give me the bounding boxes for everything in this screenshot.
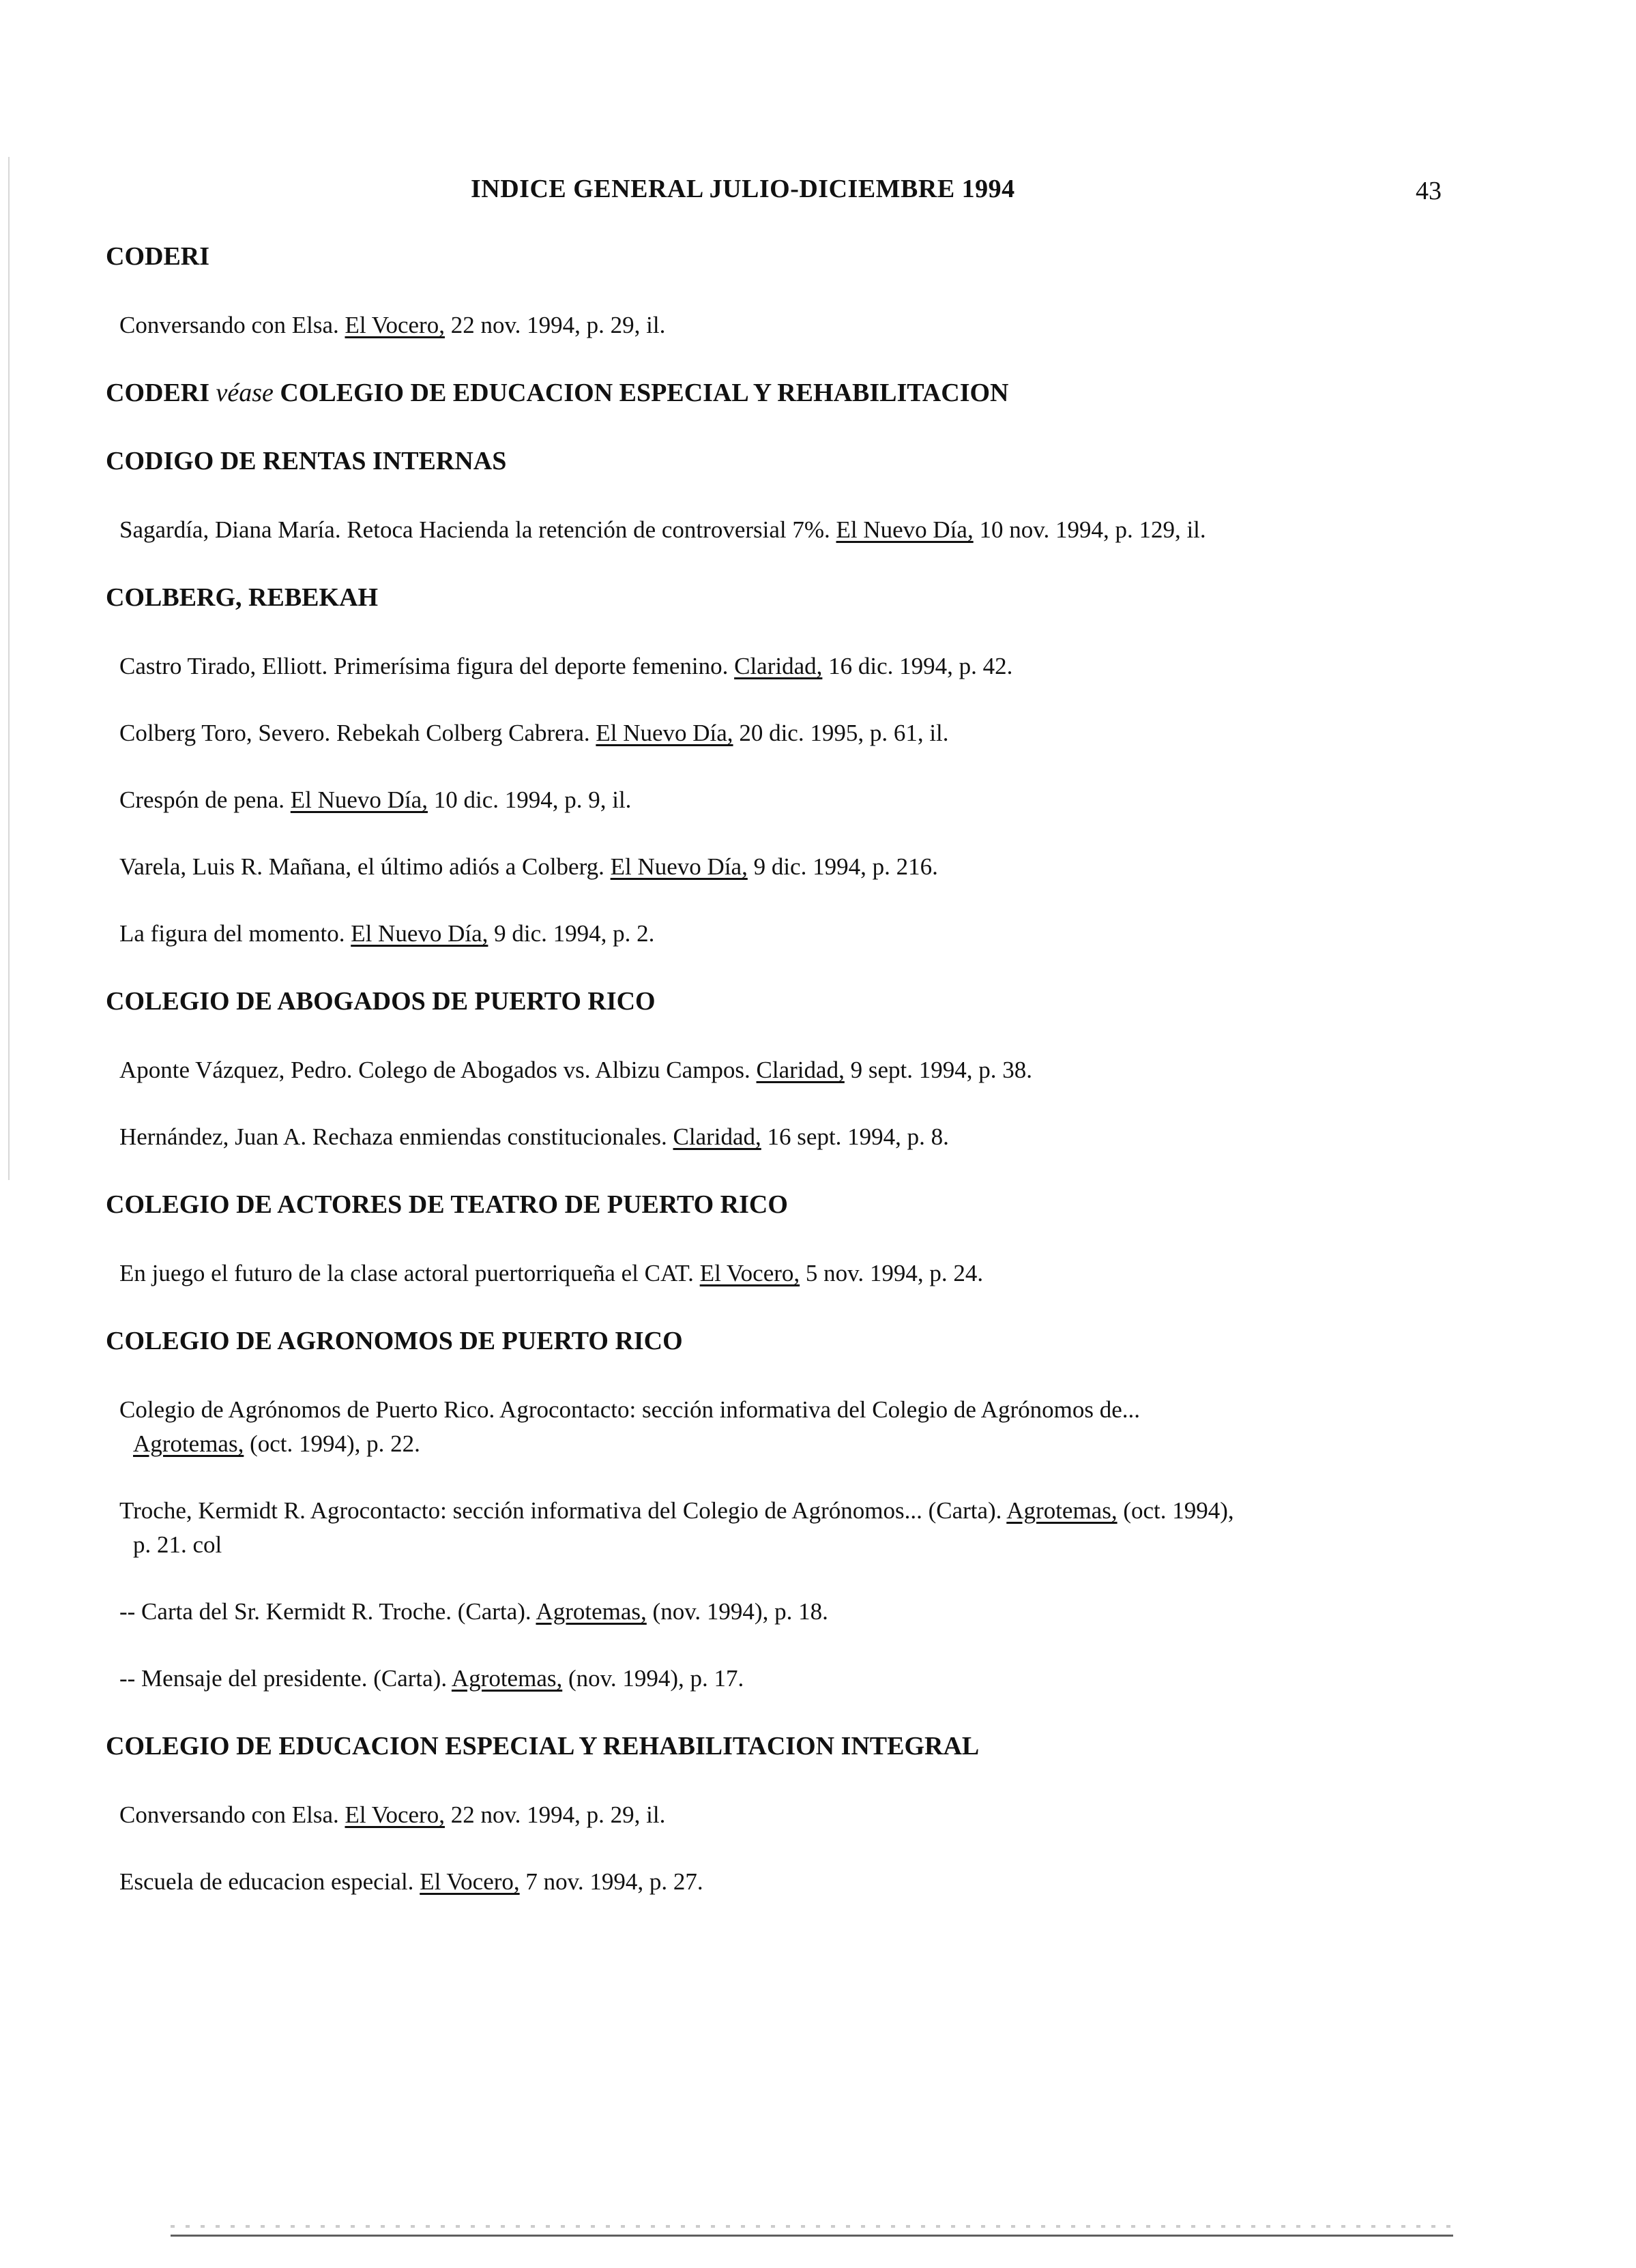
index-entry: [119, 649, 1470, 683]
cross-reference-target: COLEGIO DE EDUCACION ESPECIAL Y REHABILITACION: [280, 379, 1009, 407]
entry-source: Claridad,: [756, 1057, 845, 1083]
entry-text: Varela, Luis R. Mañana, el último adiós a Colberg.: [119, 853, 604, 880]
entry-source: Claridad,: [673, 1123, 761, 1150]
entry-text: En juego el futuro de la clase actoral puertorriqueña el CAT.: [119, 1260, 694, 1286]
index-entry: [119, 783, 1470, 817]
see-word: véase: [216, 379, 274, 407]
entry-text: Troche, Kermidt R. Agrocontacto: sección informativa del Colegio de Agrónomos... (Carta).: [119, 1497, 1002, 1524]
index-entry: [119, 1798, 1470, 1832]
index-heading: COLEGIO DE AGRONOMOS DE PUERTO RICO: [106, 1327, 683, 1355]
entry-details: 16 dic. 1994, p. 42.: [828, 653, 1013, 679]
index-entry: [119, 1120, 1470, 1154]
entry-source: El Nuevo Día,: [836, 516, 974, 543]
entry-details: 20 dic. 1995, p. 61, il.: [739, 720, 949, 746]
entry-source: El Nuevo Día,: [596, 720, 733, 746]
index-entry: [119, 716, 1470, 750]
entry-text: Castro Tirado, Elliott. Primerísima figura del deporte femenino.: [119, 653, 729, 679]
index-content: [106, 239, 1470, 1899]
entry-source: El Vocero,: [699, 1260, 800, 1286]
entry-text: Conversando con Elsa.: [119, 1801, 339, 1828]
entry-continuation: p. 21. col: [133, 1531, 222, 1558]
entry-text: Escuela de educacion especial.: [119, 1868, 414, 1895]
scan-edge-line: [8, 157, 10, 1180]
page-title: INDICE GENERAL JULIO-DICIEMBRE 1994: [471, 175, 1015, 203]
index-entry: [119, 1393, 1470, 1461]
index-heading: COLEGIO DE ABOGADOS DE PUERTO RICO: [106, 987, 656, 1016]
index-heading: COLEGIO DE EDUCACION ESPECIAL Y REHABILITACION INTEGRAL: [106, 1732, 980, 1761]
index-heading: CODIGO DE RENTAS INTERNAS: [106, 447, 507, 475]
entry-source: Claridad,: [734, 653, 823, 679]
cross-reference-term: CODERI: [106, 379, 210, 407]
entry-source: El Vocero,: [345, 312, 445, 338]
cross-reference-heading: [106, 375, 1470, 411]
index-entry: [119, 308, 1470, 342]
page-number: 43: [1416, 177, 1442, 205]
entry-source: El Vocero,: [345, 1801, 445, 1828]
entry-source: Agrotemas,: [536, 1598, 647, 1625]
scan-artifact-dots: [171, 2225, 1453, 2228]
entry-text: -- Mensaje del presidente. (Carta).: [119, 1665, 448, 1692]
entry-text: Conversando con Elsa.: [119, 312, 339, 338]
scan-edge-line-bottom: [171, 2235, 1453, 2237]
entry-details: 10 nov. 1994, p. 129, il.: [979, 516, 1206, 543]
entry-text: Aponte Vázquez, Pedro. Colego de Abogados vs. Albizu Campos.: [119, 1057, 750, 1083]
index-entry: [119, 1256, 1470, 1291]
entry-details: 22 nov. 1994, p. 29, il.: [450, 1801, 666, 1828]
entry-details: 9 dic. 1994, p. 216.: [753, 853, 938, 880]
entry-source: El Nuevo Día,: [351, 920, 488, 947]
entry-details: 7 nov. 1994, p. 27.: [525, 1868, 703, 1895]
entry-text: Hernández, Juan A. Rechaza enmiendas constitucionales.: [119, 1123, 667, 1150]
index-heading: COLBERG, REBEKAH: [106, 583, 379, 612]
entry-text: Colegio de Agrónomos de Puerto Rico. Agrocontacto: sección informativa del Colegio de Agrónomos de...: [119, 1396, 1140, 1423]
index-entry: [119, 850, 1470, 884]
entry-details: 5 nov. 1994, p. 24.: [805, 1260, 984, 1286]
entry-text: La figura del momento.: [119, 920, 345, 947]
entry-source: Agrotemas,: [1006, 1497, 1118, 1524]
entry-details: (oct. 1994),: [1123, 1497, 1234, 1524]
index-entry: [119, 1053, 1470, 1087]
entry-source: El Nuevo Día,: [610, 853, 748, 880]
index-heading: COLEGIO DE ACTORES DE TEATRO DE PUERTO RICO: [106, 1190, 788, 1219]
index-entry: [119, 1662, 1470, 1696]
entry-text: Colberg Toro, Severo. Rebekah Colberg Cabrera.: [119, 720, 590, 746]
entry-text: Sagardía, Diana María. Retoca Hacienda la retención de controversial 7%.: [119, 516, 830, 543]
index-entry: [119, 1865, 1470, 1899]
entry-details: (nov. 1994), p. 17.: [568, 1665, 744, 1692]
entry-details: (nov. 1994), p. 18.: [652, 1598, 828, 1625]
entry-text: -- Carta del Sr. Kermidt R. Troche. (Carta).: [119, 1598, 531, 1625]
entry-details: 16 sept. 1994, p. 8.: [767, 1123, 949, 1150]
index-entry: [119, 513, 1470, 547]
index-entry: [119, 917, 1470, 951]
entry-source: Agrotemas,: [133, 1430, 244, 1457]
entry-details: 10 dic. 1994, p. 9, il.: [433, 786, 632, 813]
entry-source: El Nuevo Día,: [290, 786, 428, 813]
entry-details: 22 nov. 1994, p. 29, il.: [450, 312, 666, 338]
entry-source: El Vocero,: [420, 1868, 520, 1895]
entry-details: 9 sept. 1994, p. 38.: [850, 1057, 1032, 1083]
entry-details: 9 dic. 1994, p. 2.: [494, 920, 655, 947]
entry-details: (oct. 1994), p. 22.: [250, 1430, 420, 1457]
index-entry: [119, 1595, 1470, 1629]
index-entry: [119, 1494, 1470, 1562]
entry-text: Crespón de pena.: [119, 786, 285, 813]
entry-source: Agrotemas,: [451, 1665, 563, 1692]
index-heading: CODERI: [106, 242, 210, 271]
